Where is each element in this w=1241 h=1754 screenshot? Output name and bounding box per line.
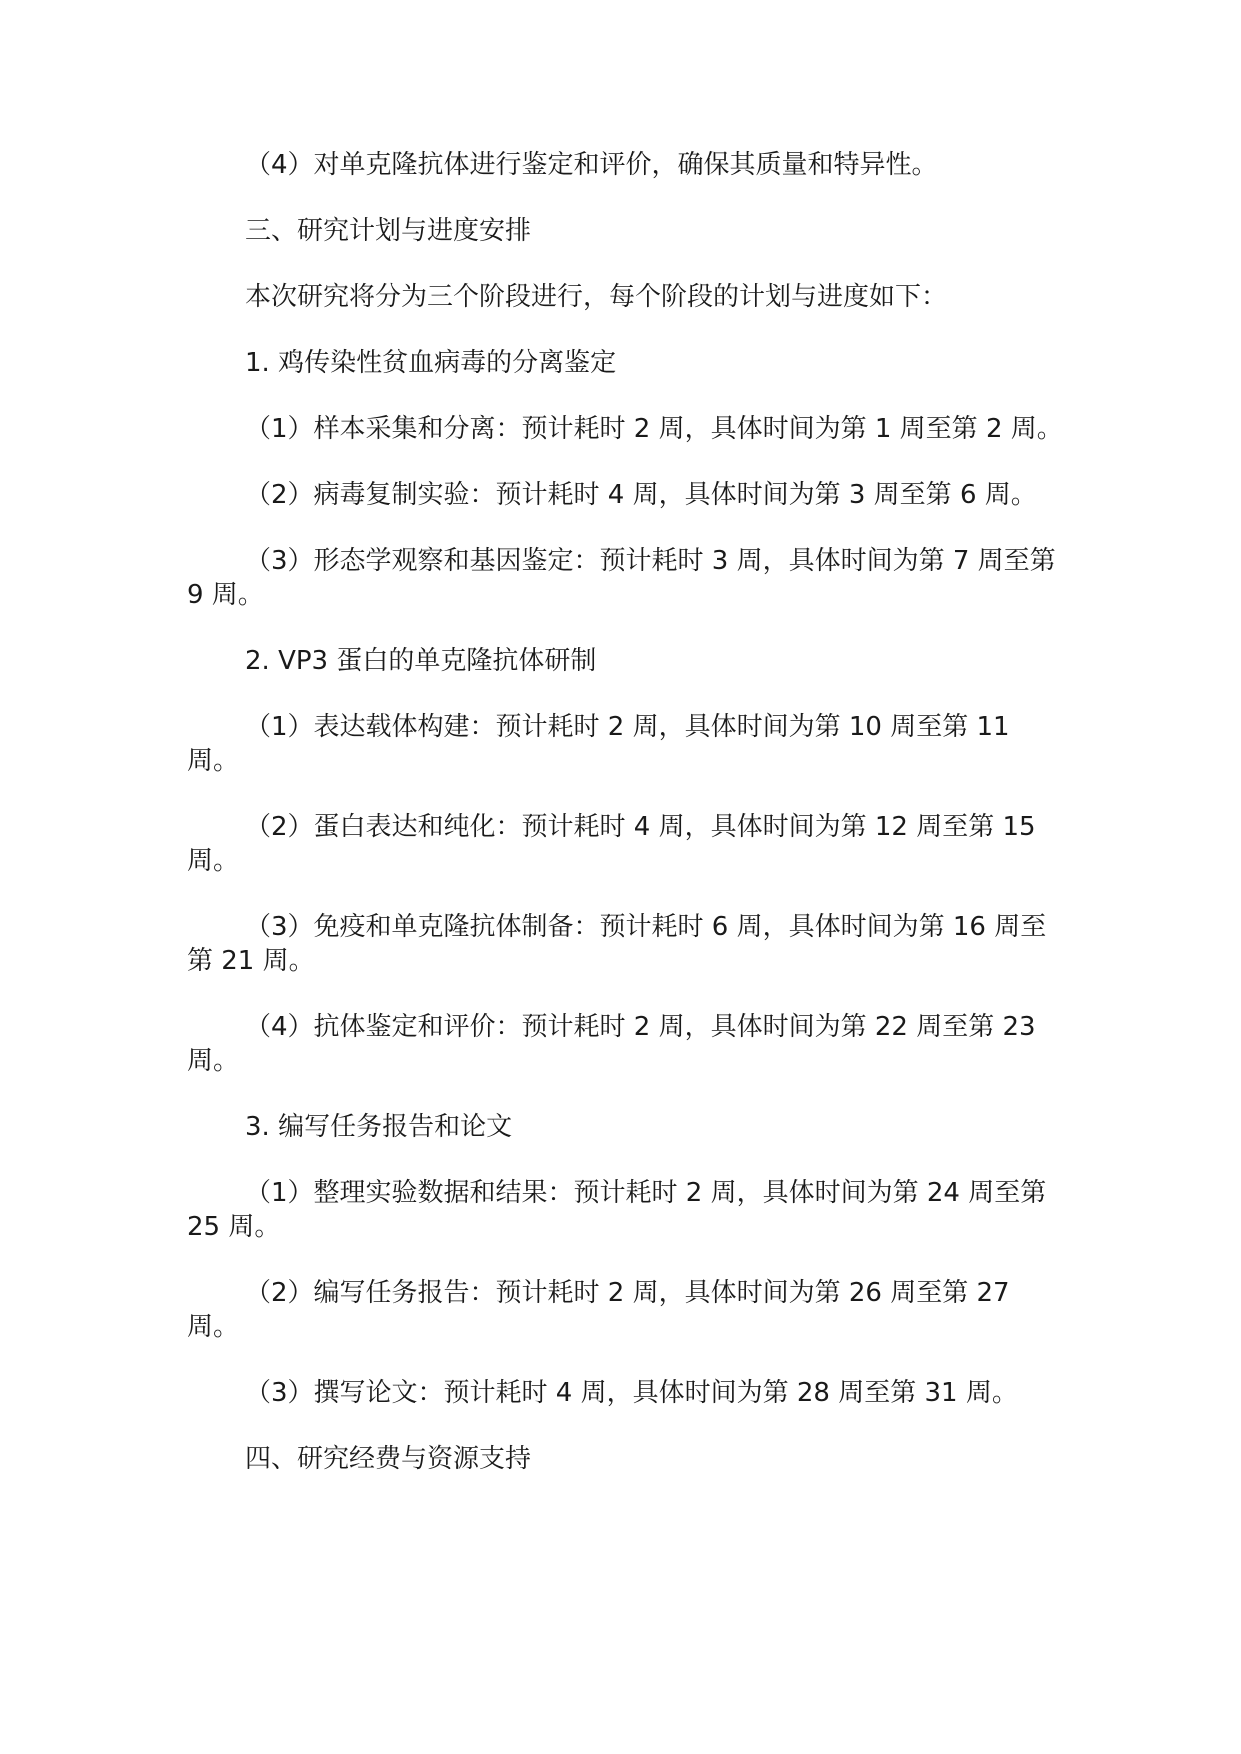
- phase-3-step-3: （3）撰写论文：预计耗时 4 周，具体时间为第 28 周至第 31 周。: [245, 1378, 1018, 1408]
- section-heading-funding: 四、研究经费与资源支持: [245, 1444, 532, 1474]
- phase-1-heading: 1. 鸡传染性贫血病毒的分离鉴定: [245, 348, 617, 378]
- phase-3-step-2: （2）编写任务报告：预计耗时 2 周，具体时间为第 26 周至第 27 周。: [187, 1278, 1010, 1342]
- section-heading-research-plan: 三、研究计划与进度安排: [245, 216, 532, 246]
- phase-3-step-1: （1）整理实验数据和结果：预计耗时 2 周，具体时间为第 24 周至第 25 周。: [187, 1178, 1047, 1242]
- phase-2-step-1: （1）表达载体构建：预计耗时 2 周，具体时间为第 10 周至第 11 周。: [187, 712, 1010, 776]
- intro-paragraph: 本次研究将分为三个阶段进行，每个阶段的计划与进度如下：: [245, 282, 948, 312]
- phase-1-step-1: （1）样本采集和分离：预计耗时 2 周，具体时间为第 1 周至第 2 周。: [245, 414, 1063, 444]
- document-body: [187, 148, 1067, 1508]
- phase-1-step-3: （3）形态学观察和基因鉴定：预计耗时 3 周，具体时间为第 7 周至第 9 周。: [187, 546, 1056, 610]
- phase-2-step-3: （3）免疫和单克隆抗体制备：预计耗时 6 周，具体时间为第 16 周至第 21 周。: [187, 912, 1047, 976]
- phase-1-step-2: （2）病毒复制实验：预计耗时 4 周，具体时间为第 3 周至第 6 周。: [245, 480, 1037, 510]
- phase-2-heading: 2. VP3 蛋白的单克隆抗体研制: [245, 646, 597, 676]
- phase-2-step-4: （4）抗体鉴定和评价：预计耗时 2 周，具体时间为第 22 周至第 23 周。: [187, 1012, 1036, 1076]
- phase-2-step-2: （2）蛋白表达和纯化：预计耗时 4 周，具体时间为第 12 周至第 15 周。: [187, 812, 1036, 876]
- item-4-antibody-evaluation: （4）对单克隆抗体进行鉴定和评价，确保其质量和特异性。: [245, 150, 938, 180]
- phase-3-heading: 3. 编写任务报告和论文: [245, 1112, 513, 1142]
